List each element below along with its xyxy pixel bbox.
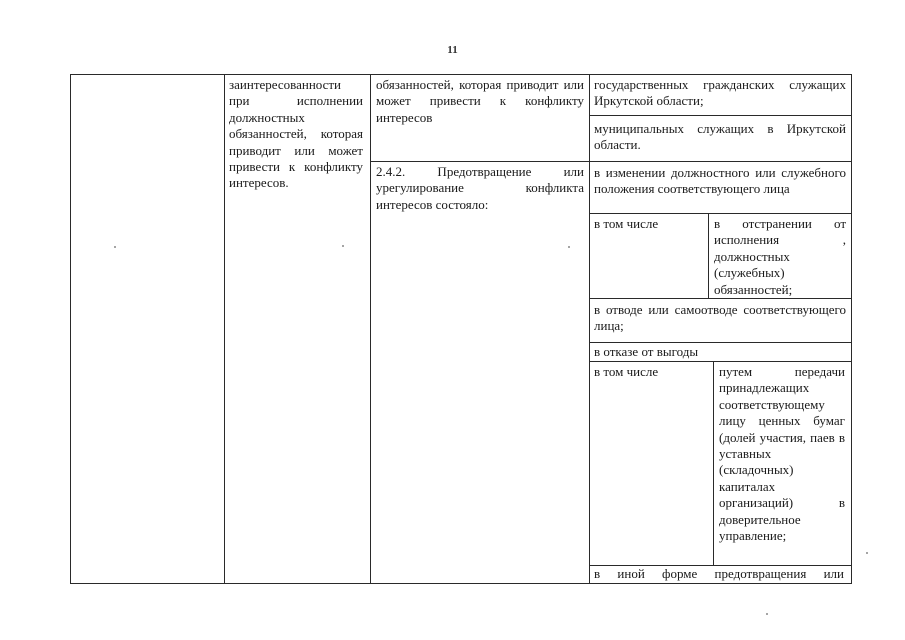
table-border-top <box>70 74 852 75</box>
gov-servants-cell: государственных гражданских служащих Иркутской области; <box>594 77 846 109</box>
col3-divider-a <box>589 115 852 116</box>
refusal-benefit-cell: в отказе от выгоды <box>594 344 699 359</box>
scan-speck <box>766 613 768 615</box>
recusal-cell: в отводе или самоотводе соответствующего лица; <box>594 302 846 334</box>
table-border-right <box>851 74 852 584</box>
col3-divider-e <box>589 342 852 343</box>
securities-transfer-cell: путем передачи принадлежащих соответствующему лицу ценных бумаг (долей участия, паев в уставных (складочных) капиталах организаций) в доверительное управление; <box>719 364 845 544</box>
col1-text: заинтересованности при исполнении должностных обязанностей, которая приводит или может привести к конфликту интересов. <box>229 77 363 191</box>
col3-divider-f <box>589 361 852 362</box>
col3-subdivider-1 <box>708 213 709 299</box>
col2-row2-text: 2.4.2. Предотвращение или урегулирование конфликта интересов состояло: <box>376 164 584 212</box>
col2-row1-text: обязанностей, которая приводит или может привести к конфликту интересов <box>376 77 584 125</box>
col2-row-divider <box>370 161 590 162</box>
col3-divider-c <box>589 213 852 214</box>
other-form-cell: в иной форме предотвращения или <box>594 566 844 581</box>
including-label-2: в том числе <box>594 364 659 379</box>
scan-speck <box>866 552 868 554</box>
municipal-cell: муниципальных служащих в Иркутской области. <box>594 121 846 153</box>
position-change-cell: в изменении должностного или служебного положения соответствующего лица <box>594 165 846 197</box>
table-border-bottom <box>70 583 852 584</box>
scan-speck <box>568 246 570 248</box>
scan-speck <box>114 246 116 248</box>
col3-subdivider-2 <box>713 361 714 566</box>
page-number: 11 <box>447 44 458 56</box>
col3-divider-b <box>589 161 852 162</box>
removal-cell: в отстранении от исполнения , должностных (служебных) обязанностей; <box>714 216 846 297</box>
including-label-1: в том числе <box>594 216 659 231</box>
table-divider-1 <box>224 74 225 584</box>
col3-divider-d <box>589 298 852 299</box>
table-divider-3 <box>589 74 590 584</box>
table-divider-2 <box>370 74 371 584</box>
scan-speck <box>342 245 344 247</box>
table-border-left <box>70 74 71 584</box>
